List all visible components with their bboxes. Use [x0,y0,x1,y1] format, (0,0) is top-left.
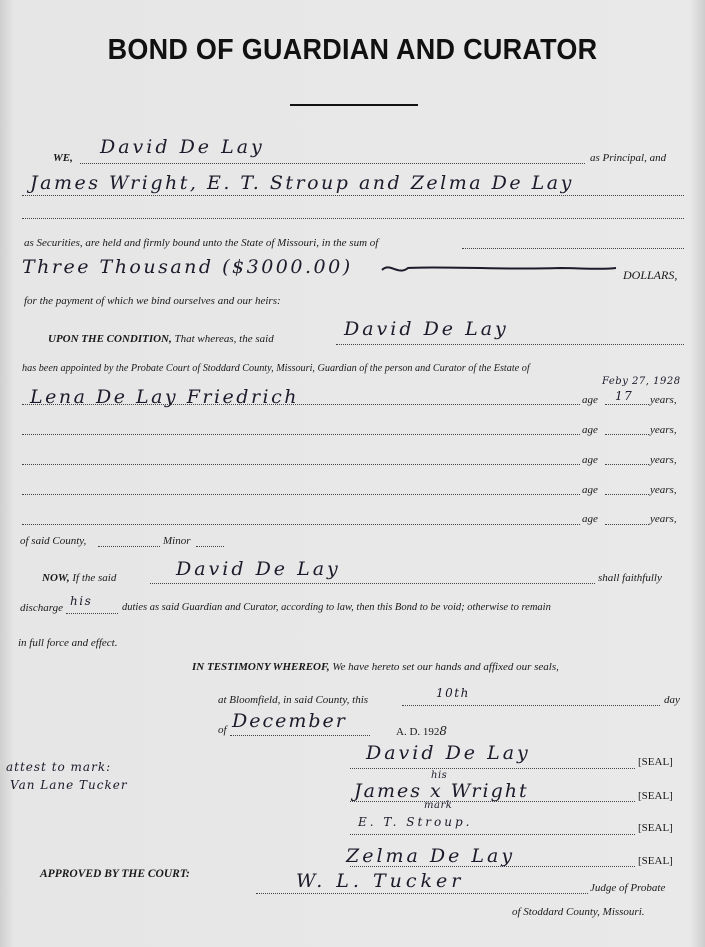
judge-signature: W. L. Tucker [296,870,465,892]
years-label-3: years, [650,454,677,466]
signature-line-3 [350,834,635,835]
discharge-label: discharge [20,602,63,614]
signature-2: James x Wright [354,780,529,802]
seal-4: [SEAL] [638,855,673,867]
now-text: If the said [72,572,117,584]
age-label-2: age [582,424,598,436]
ad-line [396,724,449,738]
principal-handwriting: David De Lay [100,136,265,158]
approved-label: APPROVED BY THE COURT: [40,868,190,880]
signature-1: David De Lay [366,742,531,764]
as-principal-text: as Principal, and [590,152,667,164]
age-line-3 [605,464,649,465]
judge-label: Judge of Probate [590,882,666,894]
condition-name-handwriting: David De Lay [344,318,509,340]
payment-text: for the payment of which we bind ourselves and our heirs: [24,295,281,307]
age-line-2 [605,434,649,435]
ward-name-handwriting: Lena De Lay Friedrich [30,386,299,408]
seal-2: [SEAL] [638,790,673,802]
age-label-3: age [582,454,598,466]
condition-line [48,333,274,345]
judge-line [256,893,588,894]
years-label-1: years, [650,394,677,406]
sum-handwriting: Three Thousand ($3000.00) [22,256,353,278]
signature-line-2 [350,801,635,802]
his-mark-top: his [431,770,448,781]
birthdate-handwriting: Feby 27, 1928 [602,376,681,387]
signature-3: E. T. Stroup. [358,815,473,829]
county-text: of said County, [20,535,87,547]
pronoun-line [66,613,118,614]
years-label-2: years, [650,424,677,436]
document-title: BOND OF GUARDIAN AND CURATOR [107,34,598,66]
county-line [98,546,160,547]
testimony-text: We have hereto set our hands and affixed our seals, [332,661,559,673]
signature-line-4 [350,866,635,867]
age-line-4 [605,494,649,495]
now-name-line [150,583,595,584]
age-label-5: age [582,513,598,525]
age-line-1 [605,404,649,405]
sum-flourish [380,262,620,276]
testimony-label: IN TESTIMONY WHEREOF, [192,661,330,673]
ad-label: A. D. 192 [396,726,440,738]
day-handwriting: 10th [436,686,470,700]
principal-line [80,163,585,164]
ward-line-4 [22,494,580,495]
securities-line-2 [22,218,684,219]
of-label: of [218,724,227,736]
bloomfield-text: at Bloomfield, in said County, this [218,694,369,706]
day-line [402,705,660,706]
ward-line-3 [22,464,580,465]
securities-handwriting: James Wright, E. T. Stroup and Zelma De Lay [30,172,574,194]
discharge-text: duties as said Guardian and Curator, according to law, then this Bond to be void; otherwise to remain [122,602,551,613]
dollars-label: DOLLARS, [623,268,678,282]
seal-3: [SEAL] [638,822,673,834]
age-handwriting: 17 [615,389,634,403]
ward-line-1 [22,404,580,405]
ward-line-2 [22,434,580,435]
condition-text: That whereas, the said [174,333,274,345]
securities-text: as Securities, are held and firmly bound unto the State of Missouri, in the sum of [24,237,379,249]
month-line [230,735,370,736]
appointed-text: has been appointed by the Probate Court of Stoddard County, Missouri, Guardian of the person and Curator of the Estate of [22,363,530,374]
month-handwriting: December [232,710,347,732]
we-label: WE, [53,152,73,164]
minor-label: Minor [163,535,191,547]
age-label-1: age [582,394,598,406]
day-label: day [664,694,680,706]
attest-handwriting-1: attest to mark: [6,760,112,774]
years-label-4: years, [650,484,677,496]
title-rule [290,104,418,106]
sum-line-top [462,248,684,249]
seal-1: [SEAL] [638,756,673,768]
now-label: NOW, [42,572,70,584]
now-name-handwriting: David De Lay [176,558,341,580]
signature-line-1 [350,768,635,769]
minor-line [196,546,224,547]
full-force-text: in full force and effect. [18,637,118,649]
condition-label: UPON THE CONDITION, [48,333,172,345]
years-label-5: years, [650,513,677,525]
ward-line-5 [22,524,580,525]
of-county-text: of Stoddard County, Missouri. [512,906,645,918]
age-line-5 [605,524,649,525]
pronoun-handwriting: his [70,594,93,608]
condition-name-line [336,344,684,345]
faithfully-text: shall faithfully [598,572,662,584]
attest-handwriting-2: Van Lane Tucker [10,778,128,792]
testimony-line [192,661,559,673]
now-line [42,572,116,584]
signature-4: Zelma De Lay [346,845,516,867]
age-label-4: age [582,484,598,496]
his-mark-bottom: mark [424,800,453,811]
securities-line [22,195,684,196]
year-handwriting: 8 [439,724,449,738]
